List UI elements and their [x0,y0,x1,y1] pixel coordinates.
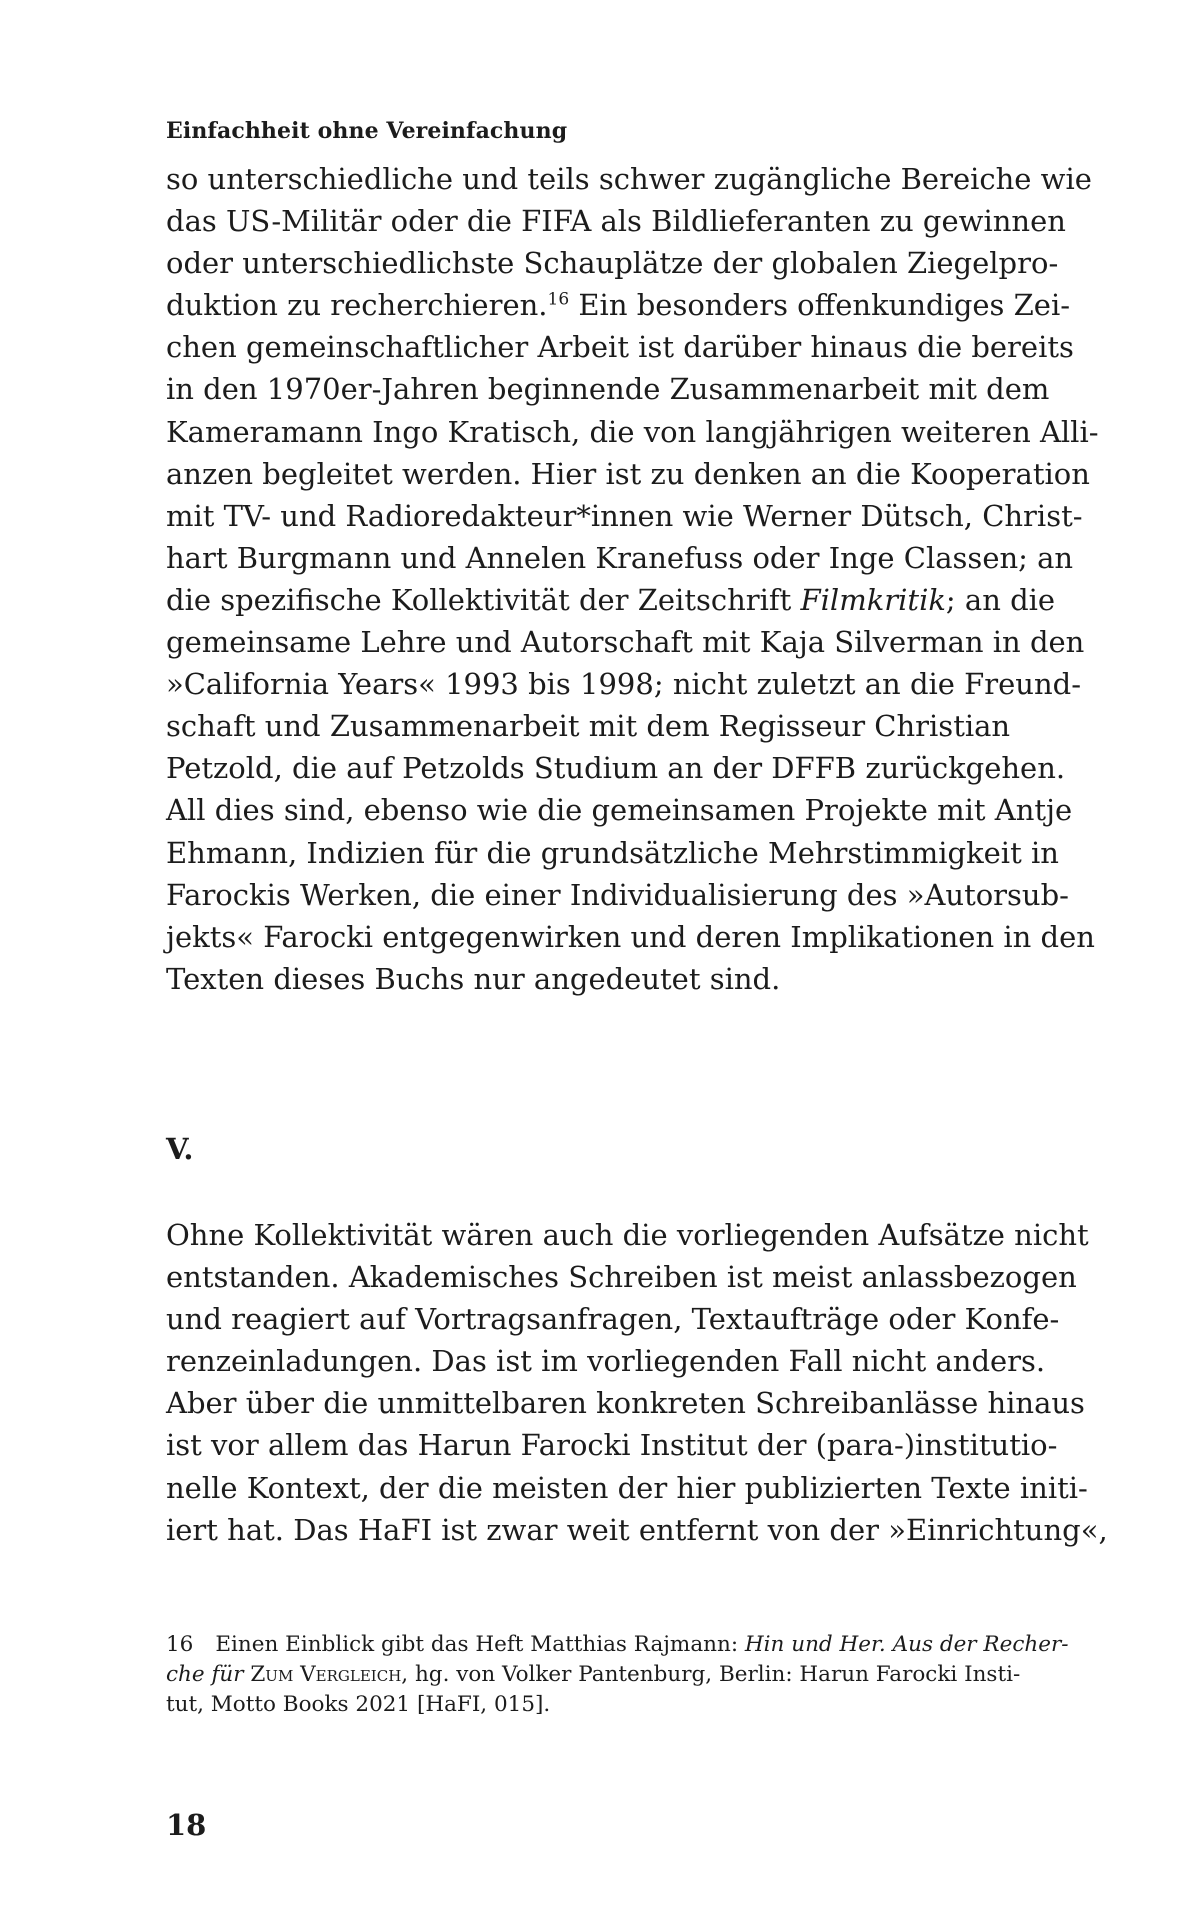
text-line: Texten dieses Buchs nur angedeutet sind. [166,961,781,996]
text-line: chen gemeinschaftlicher Arbeit ist darüber hinaus die bereits [166,330,1074,365]
paragraph-2 [166,1214,1108,1551]
text-line: Aber über die unmittelbaren konkreten Schreibanlässe hinaus [166,1386,1085,1421]
paragraph-1 [166,158,1099,1000]
text-segment: Ein besonders offenkundiges Zei- [569,288,1071,323]
text-line: so unterschiedliche und teils schwer zugängliche Bereiche wie [166,162,1092,196]
section-heading: V. [166,1132,194,1166]
footnote-text: , hg. von Volker Pantenburg, Berlin: Harun Farocki Insti- [401,1662,1021,1687]
text-line: das US-Militär oder die FIFA als Bildlieferanten zu gewinnen [166,204,1066,239]
text-line: Kameramann Ingo Kratisch, die von langjährigen weiteren Alli- [166,414,1099,449]
text-line: anzen begleitet werden. Hier ist zu denken an die Kooperation [166,456,1090,491]
text-line [166,579,1056,621]
text-line: oder unterschiedlichste Schauplätze der globalen Ziegelpro- [166,246,1059,281]
text-line: All dies sind, ebenso wie die gemeinsamen Projekte mit Antje [166,793,1073,828]
footnote-title: che für [166,1662,244,1687]
text-line: und reagiert auf Vortragsanfragen, Textaufträge oder Konfe- [166,1302,1060,1337]
text-line: ist vor allem das Harun Farocki Institut der (para-)institutio- [166,1428,1058,1463]
page-number: 18 [166,1808,207,1842]
footnote-number: 16 [166,1632,194,1657]
text-line: gemeinsame Lehre und Autorschaft mit Kaja Silverman in den [166,625,1085,660]
text-line: Ehmann, Indizien für die grundsätzliche Mehrstimmigkeit in [166,835,1059,870]
text-line: mit TV- und Radioredakteur*innen wie Werner Dütsch, Christ- [166,498,1083,533]
text-line: schaft und Zusammenarbeit mit dem Regisseur Christian [166,709,1011,744]
journal-title: Filmkritik [800,582,946,617]
text-line: Farockis Werken, die einer Individualisierung des »Autorsub- [166,877,1069,912]
footnote-smallcaps: Zum Vergleich [243,1662,402,1687]
footnote-line [166,1660,1021,1690]
text-line: Ohne Kollektivität wären auch die vorliegenden Aufsätze nicht [166,1218,1089,1252]
text-segment: ; an die [945,582,1056,617]
text-line: nelle Kontext, der die meisten der hier publizierten Texte initi- [166,1470,1088,1505]
text-line: »California Years« 1993 bis 1998; nicht zuletzt an die Freund- [166,667,1082,702]
text-segment: die spezifische Kollektivität der Zeitschrift [166,582,801,617]
text-line [166,284,1071,326]
text-line: renzeinladungen. Das ist im vorliegenden Fall nicht anders. [166,1344,1046,1379]
footnote-16 [166,1630,1069,1720]
text-line: in den 1970er-Jahren beginnende Zusammenarbeit mit dem [166,372,1050,407]
text-line: jekts« Farocki entgegenwirken und deren Implikationen in den [166,919,1095,954]
text-line: Petzold, die auf Petzolds Studium an der DFFB zurückgehen. [166,751,1066,786]
text-segment: duktion zu recherchieren. [166,288,548,323]
footnote-line: tut, Motto Books 2021 [HaFI, 015]. [166,1692,551,1717]
footnote-reference: 16 [547,289,570,310]
footnote-title: Hin und Her. Aus der Recher- [744,1632,1069,1657]
footnote-text: Einen Einblick gibt das Heft Matthias Rajmann: [215,1632,745,1657]
text-line: entstanden. Akademisches Schreiben ist meist anlassbezogen [166,1260,1077,1295]
footnote-line [166,1630,1069,1660]
text-line: hart Burgmann und Annelen Kranefuss oder Inge Classen; an [166,540,1074,575]
text-line: iert hat. Das HaFI ist zwar weit entfernt von der »Einrichtung«, [166,1512,1108,1547]
running-header: Einfachheit ohne Vereinfachung [166,118,568,144]
